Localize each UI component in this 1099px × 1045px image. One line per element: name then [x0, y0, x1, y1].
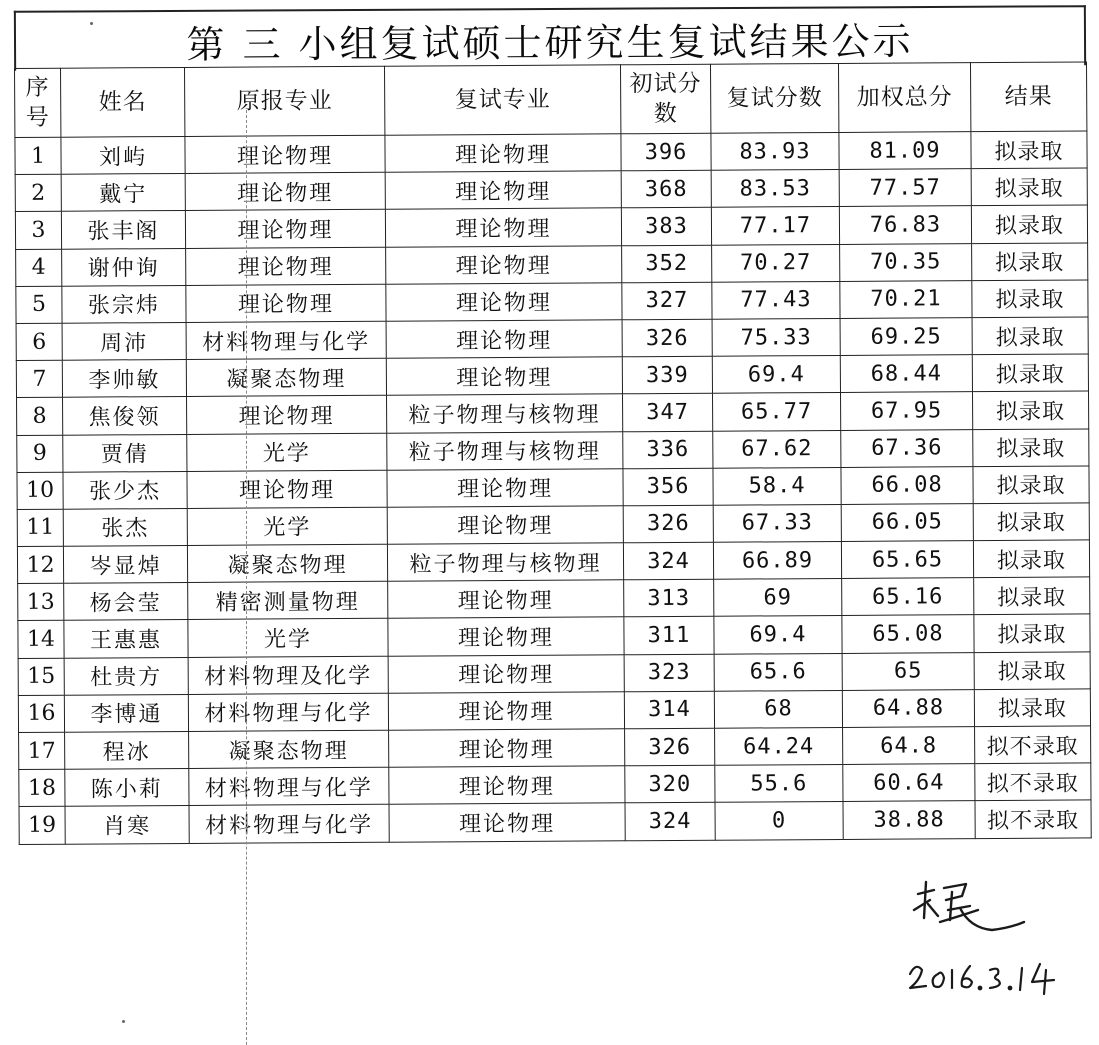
cell-weighted-total: 70.35: [840, 243, 972, 281]
cell-index: 8: [17, 398, 63, 435]
cell-retest-major: 理论物理: [386, 357, 622, 396]
cell-retest-major: 理论物理: [385, 208, 621, 247]
cell-retest-major: 理论物理: [388, 654, 624, 693]
table-row: [19, 800, 1091, 844]
cell-index: 2: [15, 174, 61, 211]
scan-speck: [122, 1020, 125, 1023]
cell-initial-score: 311: [624, 617, 714, 655]
cell-retest-major: 粒子物理与核物理: [387, 543, 623, 582]
cell-retest-score: 69.4: [712, 356, 840, 394]
handwritten-signature: [900, 870, 1090, 1010]
cell-original-major: 理论物理: [185, 172, 385, 210]
header-row: [15, 62, 1087, 138]
cell-initial-score: 324: [625, 803, 715, 841]
results-table: [14, 61, 1092, 844]
cell-retest-major: 理论物理: [388, 580, 624, 619]
cell-original-major: 材料物理及化学: [188, 656, 388, 694]
cell-name: 刘屿: [61, 136, 185, 174]
cell-retest-score: 83.93: [711, 132, 839, 170]
cell-original-major: 光学: [187, 433, 387, 471]
cell-weighted-total: 67.36: [841, 429, 973, 467]
cell-result: 拟录取: [972, 391, 1088, 429]
cell-initial-score: 326: [625, 728, 715, 766]
cell-result: 拟录取: [974, 614, 1090, 652]
cell-name: 谢仲询: [62, 248, 186, 286]
cell-retest-major: 理论物理: [388, 617, 624, 656]
cell-retest-major: 理论物理: [385, 134, 621, 173]
cell-index: 7: [16, 360, 62, 397]
cell-initial-score: 313: [624, 579, 714, 617]
cell-result: 拟录取: [971, 168, 1087, 206]
cell-result: 拟录取: [972, 243, 1088, 281]
col-header-original-major: 原报专业: [184, 66, 384, 136]
cell-retest-major: 粒子物理与核物理: [387, 394, 623, 433]
cell-initial-score: 368: [621, 170, 711, 208]
cell-name: 张丰阁: [61, 211, 185, 249]
cell-original-major: 精密测量物理: [188, 581, 388, 619]
cell-initial-score: 327: [622, 282, 712, 320]
cell-initial-score: 356: [623, 468, 713, 506]
cell-result: 拟不录取: [975, 726, 1091, 764]
cell-original-major: 光学: [187, 507, 387, 545]
cell-retest-score: 55.6: [715, 765, 843, 803]
cell-name: 周沛: [62, 322, 186, 360]
cell-index: 6: [16, 323, 62, 360]
cell-name: 肖寒: [65, 806, 189, 844]
cell-initial-score: 314: [624, 691, 714, 729]
cell-retest-score: 77.17: [711, 207, 839, 245]
cell-retest-major: 理论物理: [386, 245, 622, 284]
cell-result: 拟录取: [974, 652, 1090, 690]
col-header-name: 姓名: [61, 67, 185, 137]
cell-weighted-total: 81.09: [839, 132, 971, 170]
cell-index: 11: [17, 509, 63, 546]
cell-initial-score: 383: [621, 208, 711, 246]
col-header-result: 结果: [970, 62, 1086, 132]
cell-retest-major: 理论物理: [386, 320, 622, 359]
cell-original-major: 光学: [188, 619, 388, 657]
cell-index: 1: [15, 137, 61, 174]
cell-original-major: 凝聚态物理: [187, 544, 387, 582]
cell-retest-score: 64.24: [715, 727, 843, 765]
cell-weighted-total: 76.83: [839, 206, 971, 244]
cell-original-major: 材料物理与化学: [186, 321, 386, 359]
cell-name: 杜贵方: [64, 657, 188, 695]
cell-retest-major: 理论物理: [389, 766, 625, 805]
fold-line: [246, 110, 247, 1045]
cell-original-major: 凝聚态物理: [186, 358, 386, 396]
col-header-retest-major: 复试专业: [384, 65, 620, 135]
cell-result: 拟录取: [973, 540, 1089, 578]
cell-retest-major: 理论物理: [387, 506, 623, 545]
cell-name: 李博通: [64, 694, 188, 732]
cell-name: 王惠惠: [64, 620, 188, 658]
cell-result: 拟不录取: [975, 800, 1091, 838]
table-row: [15, 168, 1087, 212]
cell-index: 9: [17, 435, 63, 472]
cell-original-major: 材料物理与化学: [188, 693, 388, 731]
cell-retest-score: 67.62: [713, 430, 841, 468]
cell-result: 拟录取: [973, 466, 1089, 504]
cell-initial-score: 352: [622, 245, 712, 283]
cell-retest-score: 69.4: [714, 616, 842, 654]
cell-weighted-total: 66.05: [841, 504, 973, 542]
cell-result: 拟录取: [971, 131, 1087, 169]
cell-name: 张宗炜: [62, 285, 186, 323]
cell-retest-score: 70.27: [712, 244, 840, 282]
cell-retest-score: 65.77: [713, 393, 841, 431]
cell-retest-score: 83.53: [711, 170, 839, 208]
cell-original-major: 理论物理: [186, 247, 386, 285]
cell-retest-score: 77.43: [712, 281, 840, 319]
cell-index: 16: [18, 695, 64, 732]
signature-date-strokes: [910, 964, 1054, 994]
cell-initial-score: 339: [622, 356, 712, 394]
page-title: 第 三 小组复试硕士研究生复试结果公示: [14, 5, 1086, 71]
cell-retest-score: 58.4: [713, 467, 841, 505]
cell-weighted-total: 60.64: [843, 764, 975, 802]
cell-retest-major: 粒子物理与核物理: [387, 431, 623, 470]
cell-index: 4: [16, 249, 62, 286]
cell-original-major: 理论物理: [186, 284, 386, 322]
cell-retest-score: 65.6: [714, 653, 842, 691]
cell-name: 张少杰: [63, 471, 187, 509]
cell-retest-major: 理论物理: [388, 692, 624, 731]
cell-index: 18: [19, 769, 65, 806]
cell-weighted-total: 64.8: [843, 727, 975, 765]
cell-name: 焦俊领: [63, 397, 187, 435]
cell-index: 12: [17, 546, 63, 583]
cell-retest-major: 理论物理: [386, 283, 622, 322]
cell-index: 10: [17, 472, 63, 509]
cell-name: 李帅敏: [62, 360, 186, 398]
cell-initial-score: 326: [623, 505, 713, 543]
cell-original-major: 材料物理与化学: [189, 805, 389, 843]
table-row: [15, 131, 1087, 175]
cell-index: 13: [18, 583, 64, 620]
cell-original-major: 凝聚态物理: [189, 730, 389, 768]
cell-index: 19: [19, 807, 65, 844]
cell-result: 拟录取: [974, 577, 1090, 615]
cell-name: 陈小莉: [65, 769, 189, 807]
cell-name: 杨会莹: [64, 583, 188, 621]
cell-name: 程冰: [65, 731, 189, 769]
signature-strokes: [914, 882, 1024, 930]
cell-index: 15: [18, 658, 64, 695]
cell-result: 拟录取: [972, 317, 1088, 355]
table-body: [15, 131, 1091, 844]
cell-initial-score: 326: [622, 319, 712, 357]
cell-retest-score: 75.33: [712, 318, 840, 356]
cell-initial-score: 396: [621, 133, 711, 171]
cell-result: 拟录取: [973, 503, 1089, 541]
cell-result: 拟录取: [971, 205, 1087, 243]
cell-weighted-total: 67.95: [840, 392, 972, 430]
cell-weighted-total: 65: [842, 652, 974, 690]
cell-initial-score: 324: [623, 542, 713, 580]
cell-result: 拟录取: [973, 428, 1089, 466]
results-sheet: [14, 8, 1086, 845]
cell-weighted-total: 69.25: [840, 318, 972, 356]
cell-retest-score: 67.33: [713, 504, 841, 542]
cell-name: 戴宁: [61, 174, 185, 212]
cell-index: 3: [15, 212, 61, 249]
cell-weighted-total: 65.65: [841, 541, 973, 579]
cell-retest-major: 理论物理: [387, 468, 623, 507]
cell-original-major: 理论物理: [187, 470, 387, 508]
cell-index: 5: [16, 286, 62, 323]
cell-retest-score: 68: [714, 690, 842, 728]
cell-weighted-total: 66.08: [841, 466, 973, 504]
cell-retest-major: 理论物理: [385, 171, 621, 210]
col-header-initial-score: 初试分数: [620, 64, 710, 134]
cell-weighted-total: 68.44: [840, 355, 972, 393]
cell-original-major: 理论物理: [185, 210, 385, 248]
scan-speck: [90, 22, 93, 25]
cell-index: 14: [18, 621, 64, 658]
col-header-retest-score: 复试分数: [710, 63, 838, 133]
col-header-weighted-total: 加权总分: [838, 63, 970, 133]
cell-weighted-total: 65.16: [842, 578, 974, 616]
cell-name: 张杰: [63, 508, 187, 546]
cell-weighted-total: 77.57: [839, 169, 971, 207]
cell-original-major: 材料物理与化学: [189, 767, 389, 805]
cell-result: 拟录取: [974, 689, 1090, 727]
cell-initial-score: 336: [623, 431, 713, 469]
cell-weighted-total: 65.08: [842, 615, 974, 653]
cell-retest-major: 理论物理: [389, 729, 625, 768]
cell-initial-score: 320: [625, 765, 715, 803]
cell-weighted-total: 64.88: [842, 689, 974, 727]
cell-result: 拟不录取: [975, 763, 1091, 801]
cell-result: 拟录取: [972, 354, 1088, 392]
cell-name: 岑显焯: [63, 546, 187, 584]
cell-weighted-total: 38.88: [843, 801, 975, 839]
cell-weighted-total: 70.21: [840, 280, 972, 318]
cell-initial-score: 323: [624, 654, 714, 692]
cell-retest-major: 理论物理: [389, 803, 625, 842]
cell-original-major: 理论物理: [185, 135, 385, 173]
cell-retest-score: 66.89: [713, 542, 841, 580]
cell-initial-score: 347: [623, 394, 713, 432]
col-header-index: 序号: [15, 68, 61, 137]
cell-retest-score: 69: [714, 579, 842, 617]
cell-name: 贾倩: [63, 434, 187, 472]
cell-retest-score: 0: [715, 802, 843, 840]
cell-index: 17: [19, 732, 65, 769]
cell-result: 拟录取: [972, 280, 1088, 318]
cell-original-major: 理论物理: [187, 396, 387, 434]
